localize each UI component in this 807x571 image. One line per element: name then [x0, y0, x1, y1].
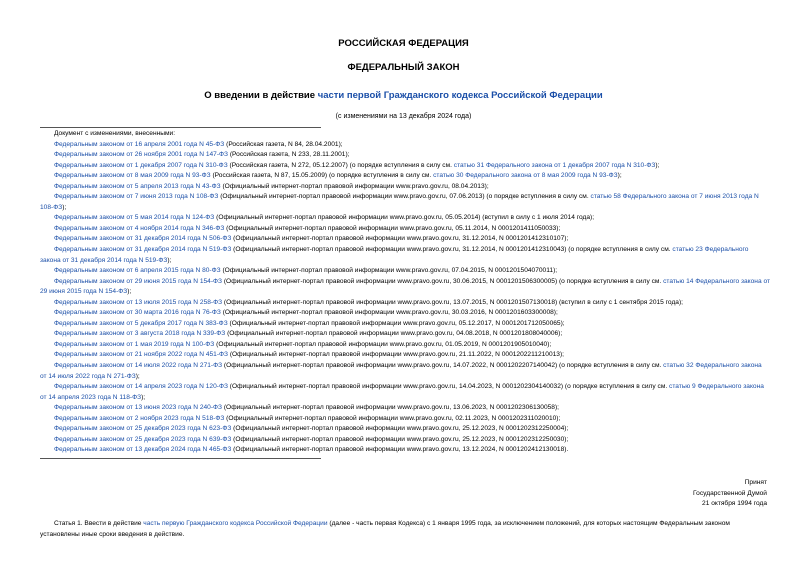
change-item [40, 319, 770, 330]
publication-info: (Официальный интернет-портал правовой информации www.pravo.gov.ru, 31.12.2014, N 0001201412310043) (о порядке вступления в силу см. [231, 246, 673, 254]
publication-info: (Официальный интернет-портал правовой информации www.pravo.gov.ru, 25.12.2023, N 0001202312250004); [231, 425, 569, 433]
change-item [40, 140, 770, 151]
change-item [40, 224, 770, 235]
amending-law-link[interactable]: Федеральным законом от 26 ноября 2001 года N 147-ФЗ [54, 151, 229, 159]
publication-info: (Официальный интернет-портал правовой информации www.pravo.gov.ru, 13.12.2024, N 0001202412130018). [231, 446, 569, 454]
article-1-link[interactable]: часть первую Гражданского кодекса Российской Федерации [143, 520, 328, 527]
amending-law-link[interactable]: Федеральным законом от 5 декабря 2017 года N 383-ФЗ [54, 319, 228, 327]
change-item [40, 329, 770, 340]
publication-info: (Официальный интернет-портал правовой информации www.pravo.gov.ru, 30.06.2015, N 0001201506300005) (о порядке вступления в силу см. [222, 277, 664, 285]
amending-law-link[interactable]: Федеральным законом от 29 июня 2015 года N 154-ФЗ [54, 277, 223, 285]
item-tail: ); [141, 393, 146, 401]
publication-info: (Официальный интернет-портал правовой информации www.pravo.gov.ru, 31.12.2014, N 0001201412310107); [231, 235, 569, 243]
changes-intro: Документ с изменениями, внесенными: [54, 130, 176, 137]
entry-into-force-link[interactable]: статью 30 Федерального закона от 8 мая 2009 года N 93-ФЗ [433, 172, 618, 180]
federation-heading: РОССИЙСКАЯ ФЕДЕРАЦИЯ [338, 38, 469, 49]
item-tail: ); [62, 203, 67, 211]
change-item [40, 340, 770, 351]
change-item [40, 245, 770, 266]
amending-law-link[interactable]: Федеральным законом от 13 июля 2015 года N 258-ФЗ [54, 298, 223, 306]
change-item [40, 361, 770, 382]
article-1-text: (далее - часть первая Кодекса) с 1 января 1995 года, за исключением положений, для которых настоящим Федеральным законом установлены иные сроки введения в действие. [40, 520, 730, 538]
entry-into-force-link[interactable]: статью 58 Федерального закона от 7 июня 2013 года N 108-ФЗ [40, 193, 759, 211]
amending-law-link[interactable]: Федеральным законом от 31 декабря 2014 года N 506-ФЗ [54, 235, 232, 243]
change-item [40, 435, 770, 446]
publication-info: (Официальный интернет-портал правовой информации www.pravo.gov.ru, 05.12.2017, N 0001201712050065); [227, 319, 565, 327]
amending-law-link[interactable]: Федеральным законом от 25 декабря 2023 года N 623-ФЗ [54, 425, 232, 433]
publication-info: (Российская газета, N 233, 28.11.2001); [228, 151, 350, 159]
change-item [40, 150, 770, 161]
amending-law-link[interactable]: Федеральным законом от 13 декабря 2024 года N 465-ФЗ [54, 446, 232, 454]
change-item [40, 234, 770, 245]
change-item [40, 213, 770, 224]
change-item [40, 350, 770, 361]
publication-info: (Официальный интернет-портал правовой информации www.pravo.gov.ru, 13.06.2023, N 0001202306130058); [222, 404, 559, 412]
amending-law-link[interactable]: Федеральным законом от 16 апреля 2001 года N 45-ФЗ [54, 140, 225, 148]
publication-info: (Официальный интернет-портал правовой информации www.pravo.gov.ru, 14.07.2022, N 0001202207140042) (о порядке вступления в силу см. [222, 362, 664, 370]
publication-info: (Официальный интернет-портал правовой информации www.pravo.gov.ru, 01.05.2019, N 0001201905010040); [214, 340, 552, 348]
publication-info: (Официальный интернет-портал правовой информации www.pravo.gov.ru, 30.03.2016, N 0001201603300008); [220, 309, 558, 317]
amending-law-link[interactable]: Федеральным законом от 13 июня 2023 года N 240-ФЗ [54, 404, 223, 412]
publication-info: (Официальный интернет-портал правовой информации www.pravo.gov.ru, 13.07.2015, N 0001201507130018) (вступил в силу с 1 сентября 2015 года); [222, 298, 683, 306]
change-item [40, 445, 770, 456]
change-item [40, 171, 770, 182]
law-type-heading: ФЕДЕРАЛЬНЫЙ ЗАКОН [347, 62, 460, 73]
publication-info: (Российская газета, N 272, 05.12.2007) (о порядке вступления в силу см. [227, 161, 454, 169]
title-prefix: О введении в действие [204, 90, 318, 101]
change-item [40, 414, 770, 425]
accepted-block [693, 478, 767, 510]
amending-law-link[interactable]: Федеральным законом от 5 мая 2014 года N 124-ФЗ [54, 214, 215, 222]
amending-law-link[interactable]: Федеральным законом от 31 декабря 2014 года N 519-ФЗ [54, 246, 232, 254]
change-item [40, 382, 770, 403]
entry-into-force-link[interactable]: статью 31 Федерального закона от 1 декабря 2007 года N 310-ФЗ [453, 161, 656, 169]
amending-law-link[interactable]: Федеральным законом от 14 апреля 2023 года N 120-ФЗ [54, 383, 228, 391]
amending-law-link[interactable]: Федеральным законом от 5 апреля 2013 года N 43-ФЗ [54, 182, 221, 190]
document-title [0, 90, 807, 101]
item-tail: ); [617, 172, 622, 180]
amending-law-link[interactable]: Федеральным законом от 2 ноября 2023 года N 518-ФЗ [54, 414, 225, 422]
entry-into-force-link[interactable]: статью 14 Федерального закона от 29 июня 2015 года N 154-ФЗ [40, 277, 770, 296]
change-item [40, 424, 770, 435]
amending-law-link[interactable]: Федеральным законом от 25 декабря 2023 года N 639-ФЗ [54, 435, 232, 443]
entry-into-force-link[interactable]: статью 23 Федерального закона от 31 декабря 2014 года N 519-ФЗ [40, 246, 749, 264]
change-item [40, 161, 770, 172]
entry-into-force-link[interactable]: статью 9 Федерального закона от 14 апреля 2023 года N 118-ФЗ [40, 383, 764, 401]
revision-subtitle: (с изменениями на 13 декабря 2024 года) [335, 113, 472, 120]
amending-law-link[interactable]: Федеральным законом от 7 июня 2013 года N 108-ФЗ [54, 193, 219, 201]
publication-info: (Официальный интернет-портал правовой информации www.pravo.gov.ru, 05.11.2014, N 0001201411050033); [224, 224, 561, 232]
change-item [40, 403, 770, 414]
change-item [40, 308, 770, 319]
item-tail: ); [655, 161, 660, 169]
accepted-by-line: Государственной Думой [693, 489, 767, 497]
amending-law-link[interactable]: Федеральным законом от 1 мая 2019 года N 100-ФЗ [54, 340, 215, 348]
item-tail: ); [135, 372, 140, 380]
publication-info: (Официальный интернет-портал правовой информации www.pravo.gov.ru, 07.04.2015, N 0001201504070011); [220, 267, 558, 275]
accepted-date-line: 21 октября 1994 года [702, 500, 767, 507]
change-item [40, 266, 770, 277]
publication-info: (Официальный интернет-портал правовой информации www.pravo.gov.ru, 08.04.2013); [220, 182, 489, 190]
title-link[interactable]: части первой Гражданского кодекса Российской Федерации [317, 90, 603, 101]
publication-info: (Официальный интернет-портал правовой информации www.pravo.gov.ru, 25.12.2023, N 0001202312250030); [231, 435, 569, 443]
amending-law-link[interactable]: Федеральным законом от 8 мая 2009 года N 93-ФЗ [54, 172, 211, 180]
bottom-divider [40, 458, 321, 459]
change-item [40, 277, 770, 298]
publication-info: (Официальный интернет-портал правовой информации www.pravo.gov.ru, 05.05.2014) (вступил в силу с 1 июля 2014 года); [214, 214, 595, 222]
publication-info: (Официальный интернет-портал правовой информации www.pravo.gov.ru, 14.04.2023, N 0001202304140032) (о порядке вступления в силу см. [227, 383, 670, 391]
publication-info: (Официальный интернет-портал правовой информации www.pravo.gov.ru, 07.06.2013) (о порядке вступления в силу см. [218, 193, 591, 201]
change-item [40, 192, 770, 213]
article-1-prefix: Статья 1. Ввести в действие [54, 520, 144, 527]
article-1 [40, 518, 770, 540]
amending-law-link[interactable]: Федеральным законом от 14 июля 2022 года N 271-ФЗ [54, 362, 223, 370]
amending-law-link[interactable]: Федеральным законом от 30 марта 2016 года N 76-ФЗ [54, 309, 221, 317]
change-item [40, 182, 770, 193]
publication-info: (Российская газета, N 87, 15.05.2009) (о порядке вступления в силу см. [210, 172, 434, 180]
publication-info: (Официальный интернет-портал правовой информации www.pravo.gov.ru, 02.11.2023, N 0001202311020010); [224, 414, 561, 422]
amending-law-link[interactable]: Федеральным законом от 4 ноября 2014 года N 346-ФЗ [54, 224, 225, 232]
item-tail: ); [127, 288, 132, 296]
amending-law-link[interactable]: Федеральным законом от 21 ноября 2022 года N 451-ФЗ [54, 351, 229, 359]
publication-info: (Российская газета, N 84, 28.04.2001); [224, 140, 343, 148]
top-divider [40, 127, 321, 128]
entry-into-force-link[interactable]: статью 32 Федерального закона от 14 июля 2022 года N 271-ФЗ [40, 362, 762, 380]
item-tail: ); [167, 256, 172, 264]
amending-law-link[interactable]: Федеральным законом от 6 апреля 2015 года N 80-ФЗ [54, 267, 221, 275]
changes-list [40, 129, 770, 456]
accepted-line: Принят [744, 479, 767, 486]
publication-info: (Официальный интернет-портал правовой информации www.pravo.gov.ru, 21.11.2022, N 0001202211210013); [228, 351, 564, 359]
publication-info: (Официальный интернет-портал правовой информации www.pravo.gov.ru, 04.08.2018, N 0001201808040006); [225, 330, 563, 338]
change-item [40, 298, 770, 309]
amending-law-link[interactable]: Федеральным законом от 1 декабря 2007 года N 310-ФЗ [54, 161, 228, 169]
amending-law-link[interactable]: Федеральным законом от 3 августа 2018 года N 339-ФЗ [54, 330, 226, 338]
